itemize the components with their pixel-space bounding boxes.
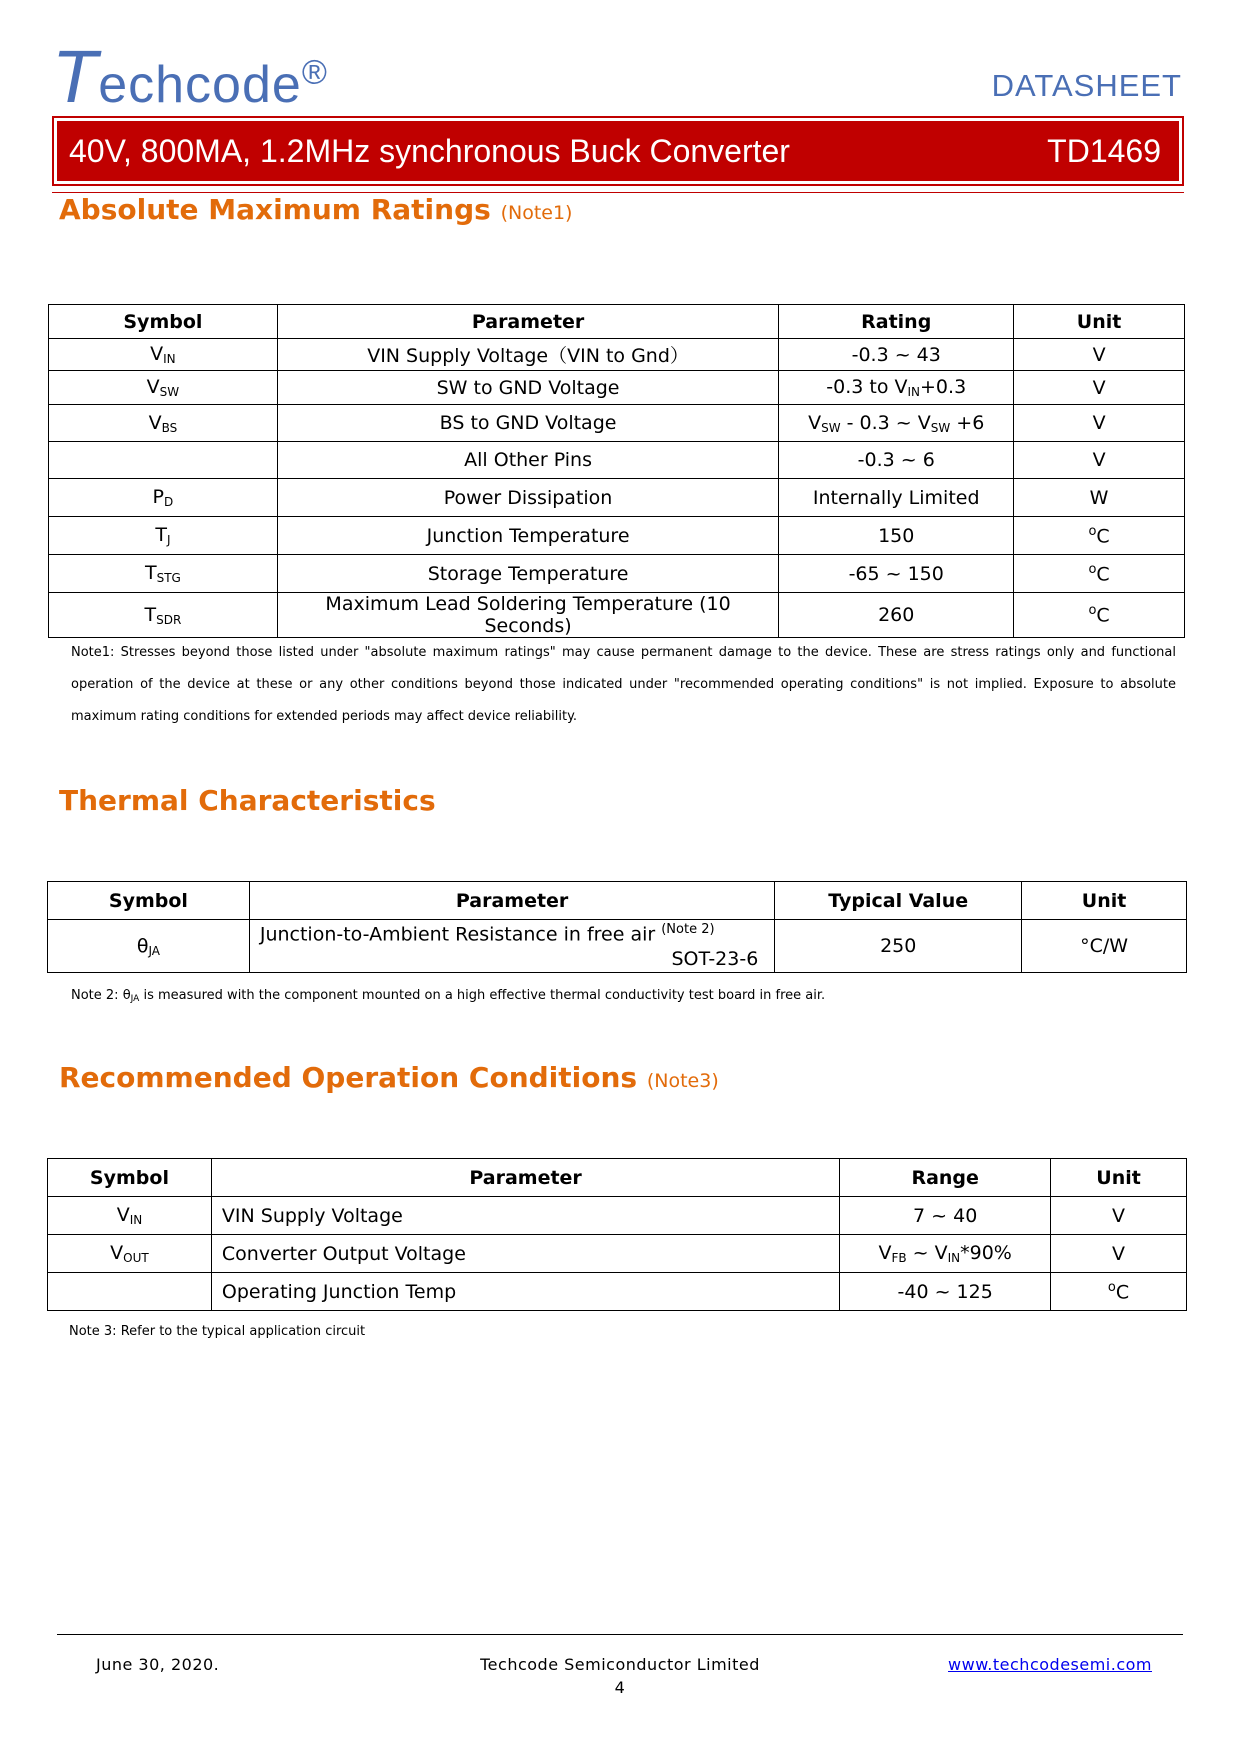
rating-cell: 150 <box>779 517 1014 555</box>
unit-cell: V <box>1051 1197 1187 1235</box>
thermal-parameter: Junction-to-Ambient Resistance in free air <box>259 923 656 946</box>
thermal-table <box>47 881 1187 973</box>
rating-cell: -0.3 ~ 43 <box>779 339 1014 371</box>
column-header: Unit <box>1014 305 1185 339</box>
thermal-heading-text: Thermal Characteristics <box>59 784 436 817</box>
column-header: Typical Value <box>775 882 1022 920</box>
symbol-cell: $V_{IN}$ <box>49 339 278 371</box>
table-row <box>48 1273 1187 1311</box>
document-title: 40V, 800MA, 1.2MHz synchronous Buck Converter <box>69 132 790 169</box>
parameter-cell: VIN Supply Voltage（VIN to Gnd） <box>277 339 779 371</box>
symbol-cell: $V_{OUT}$ <box>48 1235 212 1273</box>
rating-cell: $V_{SW} - 0.3$ ~ $V_{SW} +6$ <box>779 405 1014 442</box>
unit-cell: $^o$C <box>1051 1273 1187 1311</box>
unit-cell: V <box>1014 371 1185 405</box>
parameter-cell: Operating Junction Temp <box>211 1273 839 1311</box>
column-header: Rating <box>779 305 1014 339</box>
abs-max-heading-note: (Note1) <box>500 202 573 224</box>
abs-max-table <box>48 304 1185 638</box>
rating-cell: 260 <box>779 593 1014 638</box>
abs-max-heading-text: Absolute Maximum Ratings <box>59 193 491 226</box>
column-header: Symbol <box>48 1159 212 1197</box>
symbol-cell: $T_{SDR}$ <box>49 593 278 638</box>
page-number: 4 <box>614 1678 626 1697</box>
company-logo <box>52 35 328 118</box>
footer-company: Techcode Semiconductor Limited <box>480 1655 760 1674</box>
symbol-cell: $T_{STG}$ <box>49 555 278 593</box>
range-cell: -40 ~ 125 <box>840 1273 1051 1311</box>
table-header-row <box>48 882 1187 920</box>
unit-cell: W <box>1014 479 1185 517</box>
symbol-cell: $T_J$ <box>49 517 278 555</box>
table-row <box>49 479 1185 517</box>
package-label: SOT-23-6 <box>671 948 759 970</box>
parameter-cell: Converter Output Voltage <box>211 1235 839 1273</box>
column-header: Range <box>840 1159 1051 1197</box>
range-cell: 7 ~ 40 <box>840 1197 1051 1235</box>
website-link[interactable]: www.techcodesemi.com <box>948 1655 1152 1674</box>
symbol-cell <box>48 1273 212 1311</box>
symbol-cell: $V_{BS}$ <box>49 405 278 442</box>
symbol-cell: $\theta_{JA}$ <box>48 920 250 973</box>
part-number: TD1469 <box>1047 132 1161 169</box>
table-row <box>48 1235 1187 1273</box>
symbol-cell: $V_{IN}$ <box>48 1197 212 1235</box>
parameter-cell: Power Dissipation <box>277 479 779 517</box>
unit-cell: V <box>1014 339 1185 371</box>
column-header: Parameter <box>249 882 774 920</box>
rating-cell: -0.3 ~ 6 <box>779 442 1014 479</box>
rec-op-heading-text: Recommended Operation Conditions <box>59 1061 638 1094</box>
unit-cell: V <box>1051 1235 1187 1273</box>
column-header: Symbol <box>48 882 250 920</box>
logo-registered-mark: ® <box>301 53 328 92</box>
parameter-cell: SW to GND Voltage <box>277 371 779 405</box>
footer-divider <box>57 1634 1183 1635</box>
logo-initial: T <box>52 35 99 118</box>
rating-cell: Internally Limited <box>779 479 1014 517</box>
table-row <box>49 371 1185 405</box>
table-row <box>49 442 1185 479</box>
section-heading-rec-op <box>59 1061 719 1094</box>
rec-op-table <box>47 1158 1187 1311</box>
parameter-cell: BS to GND Voltage <box>277 405 779 442</box>
column-header: Unit <box>1022 882 1187 920</box>
parameter-cell <box>249 920 774 973</box>
note-1: Note1: Stresses beyond those listed under "absolute maximum ratings" may cause permanent damage to the device. These are stress ratings only and functional operation of the device at these or any other conditions beyond those indicated under "recommended operating conditions" is not implied. Exposure to absolute maximum rating conditions for extended periods may affect device reliability. <box>71 645 1176 724</box>
rec-op-heading-note: (Note3) <box>646 1070 719 1092</box>
parameter-cell: Storage Temperature <box>277 555 779 593</box>
table-row <box>49 339 1185 371</box>
table-row <box>49 517 1185 555</box>
unit-cell: $^o$C <box>1014 517 1185 555</box>
unit-cell: °C/W <box>1022 920 1187 973</box>
symbol-cell: $P_D$ <box>49 479 278 517</box>
column-header: Parameter <box>277 305 779 339</box>
parameter-cell: Maximum Lead Soldering Temperature (10 Seconds) <box>277 593 779 638</box>
parameter-cell: All Other Pins <box>277 442 779 479</box>
table-row <box>48 1197 1187 1235</box>
table-header-row <box>48 1159 1187 1197</box>
logo-text: echcode <box>98 56 302 114</box>
column-header: Symbol <box>49 305 278 339</box>
value-cell: 250 <box>775 920 1022 973</box>
parameter-cell: Junction Temperature <box>277 517 779 555</box>
parameter-cell: VIN Supply Voltage <box>211 1197 839 1235</box>
column-header: Unit <box>1051 1159 1187 1197</box>
footer-date: June 30, 2020. <box>96 1655 220 1674</box>
thermal-parameter-note: (Note 2) <box>661 922 715 937</box>
note-2: Note 2: $\theta_{JA}$ is measured with the component mounted on a high effective thermal conductivity test board in free air. <box>71 988 826 1004</box>
table-header-row <box>49 305 1185 339</box>
table-row <box>49 593 1185 638</box>
doc-type-label: DATASHEET <box>991 68 1182 103</box>
unit-cell: V <box>1014 442 1185 479</box>
section-heading-thermal <box>59 784 436 817</box>
symbol-cell: $V_{SW}$ <box>49 371 278 405</box>
range-cell: $V_{FB}$ ~ $V_{IN}*90\%$ <box>840 1235 1051 1273</box>
table-row <box>49 555 1185 593</box>
title-bar <box>52 116 1184 186</box>
rating-cell: -0.3 to $V_{IN}+0.3$ <box>779 371 1014 405</box>
section-heading-abs-max <box>59 193 572 226</box>
table-row <box>49 405 1185 442</box>
unit-cell: $^o$C <box>1014 555 1185 593</box>
unit-cell: V <box>1014 405 1185 442</box>
table-row <box>48 920 1187 973</box>
symbol-cell <box>49 442 278 479</box>
note-3: Note 3: Refer to the typical application circuit <box>69 1324 366 1339</box>
rating-cell: -65 ~ 150 <box>779 555 1014 593</box>
unit-cell: $^o$C <box>1014 593 1185 638</box>
column-header: Parameter <box>211 1159 839 1197</box>
